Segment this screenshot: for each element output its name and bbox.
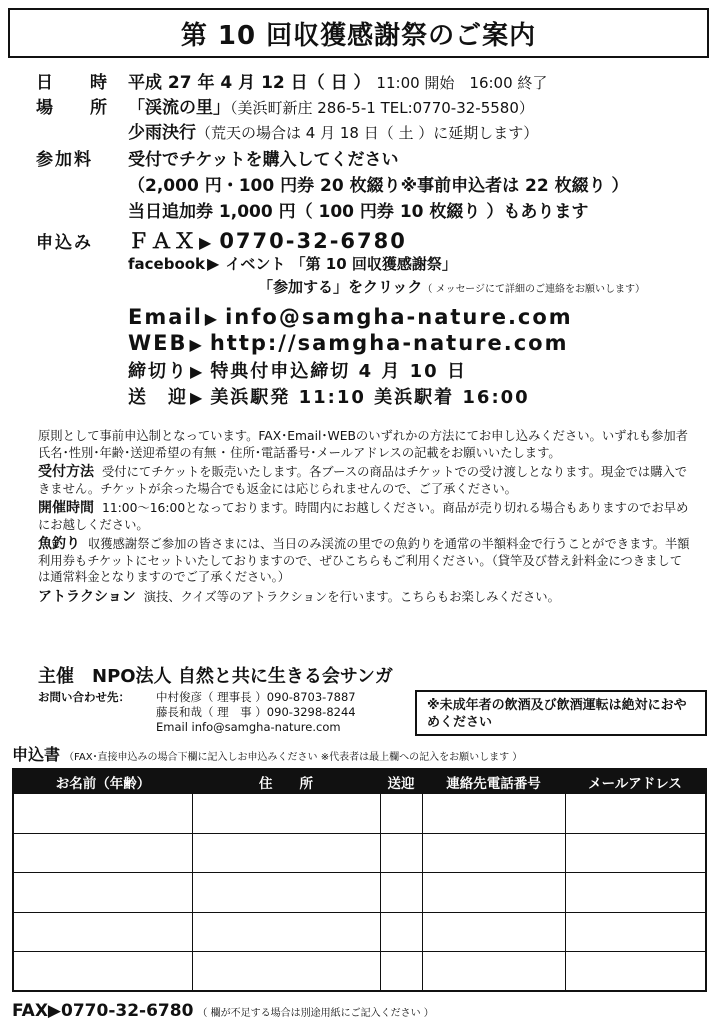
details	[38, 428, 690, 608]
name-cell[interactable]	[14, 952, 192, 990]
pickup-cell[interactable]	[380, 873, 422, 911]
phone-cell[interactable]	[422, 873, 565, 911]
form-heading	[12, 742, 522, 765]
arrow-right-icon: ▶	[207, 254, 220, 273]
address-cell[interactable]	[192, 952, 380, 990]
address-cell[interactable]	[192, 794, 380, 833]
email-cell[interactable]	[565, 952, 705, 990]
facebook-label: facebook	[128, 255, 206, 273]
deadline-row	[128, 357, 706, 383]
pickup-cell[interactable]	[380, 834, 422, 872]
address-cell[interactable]	[192, 873, 380, 911]
phone-cell[interactable]	[422, 834, 565, 872]
email-cell[interactable]	[565, 834, 705, 872]
rain-note: （荒天の場合は 4 月 18 日（ 土 ）に延期します）	[196, 124, 539, 142]
pickup-cell[interactable]	[380, 952, 422, 990]
email-cell[interactable]	[565, 794, 705, 833]
email-cell[interactable]	[565, 913, 705, 951]
name-cell[interactable]	[14, 794, 192, 833]
col-address: 住 所	[259, 776, 313, 792]
name-cell[interactable]	[14, 913, 192, 951]
form-note: （FAX･直接申込みの場合下欄に記入しお申込みください ※代表者は最上欄への記入をお願いします ）	[64, 752, 523, 763]
footer	[12, 1001, 434, 1021]
footer-fax: FAX▶0770-32-6780	[12, 1001, 194, 1021]
arrow-right-icon: ▶	[204, 309, 220, 328]
phone-cell[interactable]	[422, 913, 565, 951]
facebook-row	[128, 253, 706, 276]
form-rows	[14, 794, 705, 990]
web-label: WEB	[128, 331, 188, 355]
col-pickup: 送迎	[387, 776, 415, 792]
place-row	[36, 93, 706, 118]
form-row	[14, 951, 705, 990]
pickup-label: 送 迎	[128, 387, 188, 408]
organizer: 主催 NPO法人 自然と共に生きる会サンガ	[38, 666, 393, 687]
arrow-right-icon: ▶	[190, 362, 205, 381]
event-info	[36, 68, 706, 409]
phone-cell[interactable]	[422, 794, 565, 833]
place-label: 場 所	[36, 98, 117, 118]
inquiry-email: Email info@samgha-nature.com	[156, 720, 341, 734]
address-cell[interactable]	[192, 913, 380, 951]
arrow-right-icon: ▶	[190, 388, 205, 407]
rain-row	[128, 118, 706, 145]
fax-number: 0770-32-6780	[219, 229, 407, 253]
section-text: 演技、クイズ等のアトラクションを行います。こちらもお楽しみください。	[143, 589, 560, 604]
form-row	[14, 833, 705, 872]
fax-row	[36, 225, 706, 253]
inquiry-person-2: 藤長和哉（ 理 事 ）090-3298-8244	[156, 705, 356, 719]
footer-note: （ 欄が不足する場合は別途用紙にご記入ください ）	[197, 1008, 434, 1019]
facebook-note: （ メッセージにて詳細のご連絡をお願いします）	[422, 284, 645, 295]
place-name: 「渓流の里」	[128, 98, 230, 118]
form-header	[14, 770, 705, 794]
apply-label: 申込み	[36, 233, 93, 253]
section-reception	[38, 464, 690, 497]
pickup-row	[128, 383, 706, 409]
section-text: 受付にてチケットを販売いたします。各ブースの商品はチケットでの受け渡しとなります。現金では購入できません。チケットが余った場合でも返金には応じられませんので、ご了承ください。	[38, 465, 688, 496]
email-row	[128, 305, 706, 331]
date-label: 日 時	[36, 73, 117, 93]
fee-label: 参加料	[36, 150, 93, 170]
arrow-right-icon: ▶	[199, 233, 214, 252]
fee-line-1: 受付でチケットを購入してください	[128, 150, 399, 170]
name-cell[interactable]	[14, 834, 192, 872]
page-title: 第 10 回収獲感謝祭のご案内	[8, 8, 709, 58]
fee-line-2: （2,000 円・100 円券 20 枚綴り※事前申込者は 22 枚綴り ）	[128, 176, 629, 196]
arrow-right-icon: ▶	[189, 335, 204, 354]
form-row	[14, 794, 705, 833]
pickup-cell[interactable]	[380, 913, 422, 951]
inquiry-person-1: 中村俊彦（ 理事長 ）090-8703-7887	[156, 690, 356, 704]
time-value: 11:00 開始 16:00 終了	[376, 74, 548, 92]
section-text: 11:00～16:00となっております。時間内にお越しください。商品が売り切れる場合もありますのでお早めにお越しください。	[38, 501, 689, 532]
col-phone: 連絡先電話番号	[446, 776, 541, 792]
form-row	[14, 872, 705, 911]
section-attraction	[38, 589, 690, 606]
section-heading: アトラクション	[38, 588, 136, 605]
email-cell[interactable]	[565, 873, 705, 911]
form-title: 申込書	[12, 745, 61, 764]
fee-line-3: 当日追加券 1,000 円（ 100 円券 10 枚綴り ）もあります	[128, 202, 589, 222]
col-email: メールアドレス	[588, 776, 682, 792]
inquiry	[38, 690, 356, 735]
section-hours	[38, 500, 690, 533]
section-text: 収獲感謝祭ご参加の皆さまには、当日のみ渓流の里での魚釣りを通常の半額料金で行うことができます。半額利用券もチケットにセットいたしておりますので、ぜひこちらもご利用ください。（貸竿及び替え針料金につきましては通常料金となりますのでご了承ください。）	[38, 537, 690, 584]
section-heading: 受付方法	[38, 464, 94, 480]
rain-policy: 少雨決行	[128, 123, 196, 143]
section-heading: 開催時間	[38, 500, 94, 516]
web-url: http://samgha-nature.com	[209, 331, 569, 355]
address-cell[interactable]	[192, 834, 380, 872]
col-name: お名前（年齢）	[55, 776, 151, 792]
email-label: Email	[128, 305, 203, 329]
deadline-label: 締切り	[128, 361, 188, 382]
facebook-click: 「参加する」をクリック	[258, 278, 423, 296]
phone-cell[interactable]	[422, 952, 565, 990]
pickup-cell[interactable]	[380, 794, 422, 833]
facebook-event: イベント 「第 10 回収獲感謝祭」	[225, 255, 457, 273]
section-fishing	[38, 536, 690, 586]
deadline-value: 特典付申込締切 4 月 10 日	[210, 361, 467, 382]
inquiry-label: お問い合わせ先：	[38, 690, 130, 704]
date-value: 平成 27 年 4 月 12 日（ 日 ）	[128, 73, 371, 93]
place-address: （美浜町新庄 286-5-1 TEL:0770-32-5580）	[230, 99, 534, 117]
form-row	[14, 912, 705, 951]
pickup-value: 美浜駅発 11:10 美浜駅着 16:00	[210, 387, 530, 408]
intro-text: 原則として事前申込制となっています。FAX･Email･WEBのいずれかの方法にてお申し込みください。いずれも参加者氏名･性別･年齢･送迎希望の有無 ･ 住所･電話番号･メールアドレスの記載をお願いいたします。	[38, 429, 688, 460]
date-row	[36, 68, 706, 93]
name-cell[interactable]	[14, 873, 192, 911]
application-form	[12, 768, 707, 992]
web-row	[128, 331, 706, 357]
email-address: info@samgha-nature.com	[225, 305, 573, 329]
fee-row	[36, 145, 706, 171]
section-heading: 魚釣り	[38, 536, 80, 552]
fax-label: ＦＡＸ	[128, 229, 197, 253]
alcohol-warning: ※未成年者の飲酒及び飲酒運転は絶対におやめください	[415, 690, 707, 736]
